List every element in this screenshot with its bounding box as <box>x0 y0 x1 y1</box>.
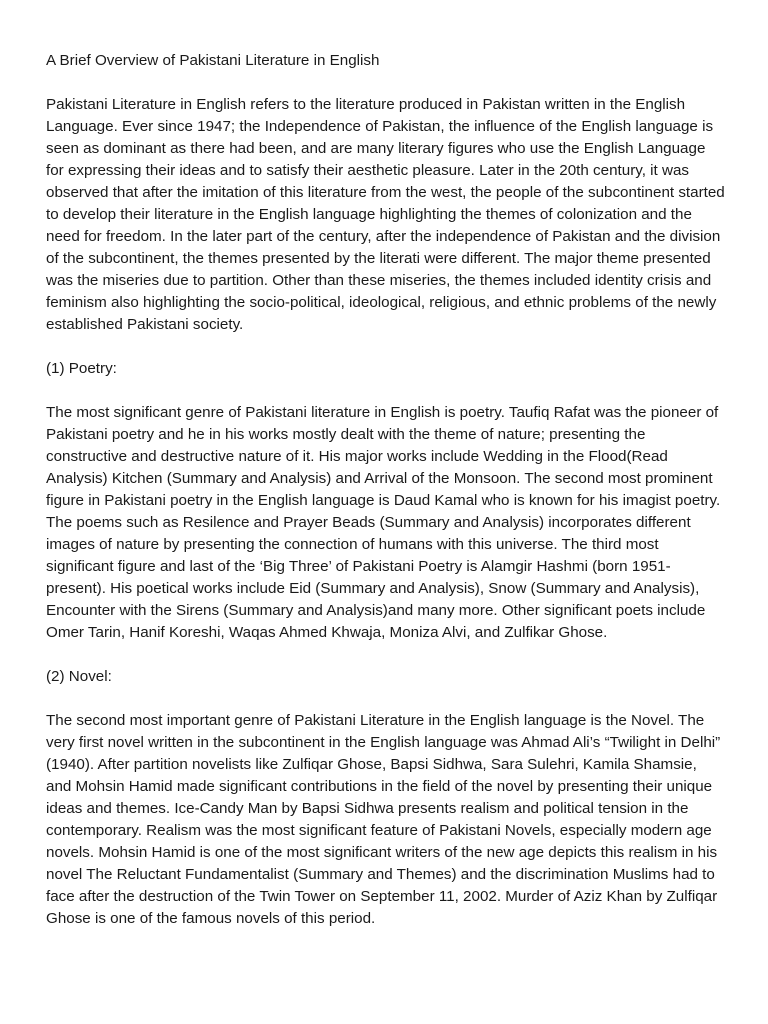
section-body-novel: The second most important genre of Pakistani Literature in the English language is the Novel. The very first novel written in the subcontinent in the English language was Ahmad Ali’s “Twilight in Delhi” (1940). After partition novelists like Zulfiqar Ghose, Bapsi Sidhwa, Sara Sulehri, Kamila Shamsie, and Mohsin Hamid made significant contributions in the field of the novel by presenting their unique ideas and themes. Ice-Candy Man by Bapsi Sidhwa presents realism and political tension in the contemporary. Realism was the most significant feature of Pakistani Novels, especially modern age novels. Mohsin Hamid is one of the most significant writers of the new age depicts this realism in his novel The Reluctant Fundamentalist (Summary and Themes) and the discrimination Muslims had to face after the destruction of the Twin Tower on September 11, 2002. Murder of Aziz Khan by Zulfiqar Ghose is one of the famous novels of this period. <box>46 712 721 927</box>
document-page <box>46 50 726 952</box>
intro-paragraph: Pakistani Literature in English refers to the literature produced in Pakistan written in the English Language. Ever since 1947; the Independence of Pakistan, the influence of the English language is seen as dominant as there had been, and are many literary figures who use the English Language for expressing their ideas and to satisfy their aesthetic pleasure. Later in the 20th century, it was observed that after the imitation of this literature from the west, the people of the subcontinent started to develop their literature in the English language highlighting the themes of colonization and the need for freedom. In the later part of the century, after the independence of Pakistan and the division of the subcontinent, the themes presented by the literati were different. The major theme presented was the miseries due to partition. Other than these miseries, the themes included identity crisis and feminism also highlighting the socio-political, ideological, religious, and ethnic problems of the newly established Pakistani society. <box>46 96 725 333</box>
section-body-poetry: The most significant genre of Pakistani literature in English is poetry. Taufiq Rafat was the pioneer of Pakistani poetry and he in his works mostly dealt with the theme of nature; presenting the constructive and destructive nature of it. His major works include Wedding in the Flood(Read Analysis) Kitchen (Summary and Analysis) and Arrival of the Monsoon. The second most prominent figure in Pakistani poetry in the English language is Daud Kamal who is known for his imagist poetry. The poems such as Resilence and Prayer Beads (Summary and Analysis) incorporates different images of nature by presenting the connection of humans with this universe. The third most significant figure and last of the ‘Big Three’ of Pakistani Poetry is Alamgir Hashmi (born 1951- present). His poetical works include Eid (Summary and Analysis), Snow (Summary and Analysis), Encounter with the Sirens (Summary and Analysis)and many more. Other significant poets include Omer Tarin, Hanif Koreshi, Waqas Ahmed Khwaja, Moniza Alvi, and Zulfikar Ghose. <box>46 404 721 641</box>
section-heading-poetry: (1) Poetry: <box>46 360 117 377</box>
document-title: A Brief Overview of Pakistani Literature in English <box>46 52 380 69</box>
section-heading-novel: (2) Novel: <box>46 668 112 685</box>
